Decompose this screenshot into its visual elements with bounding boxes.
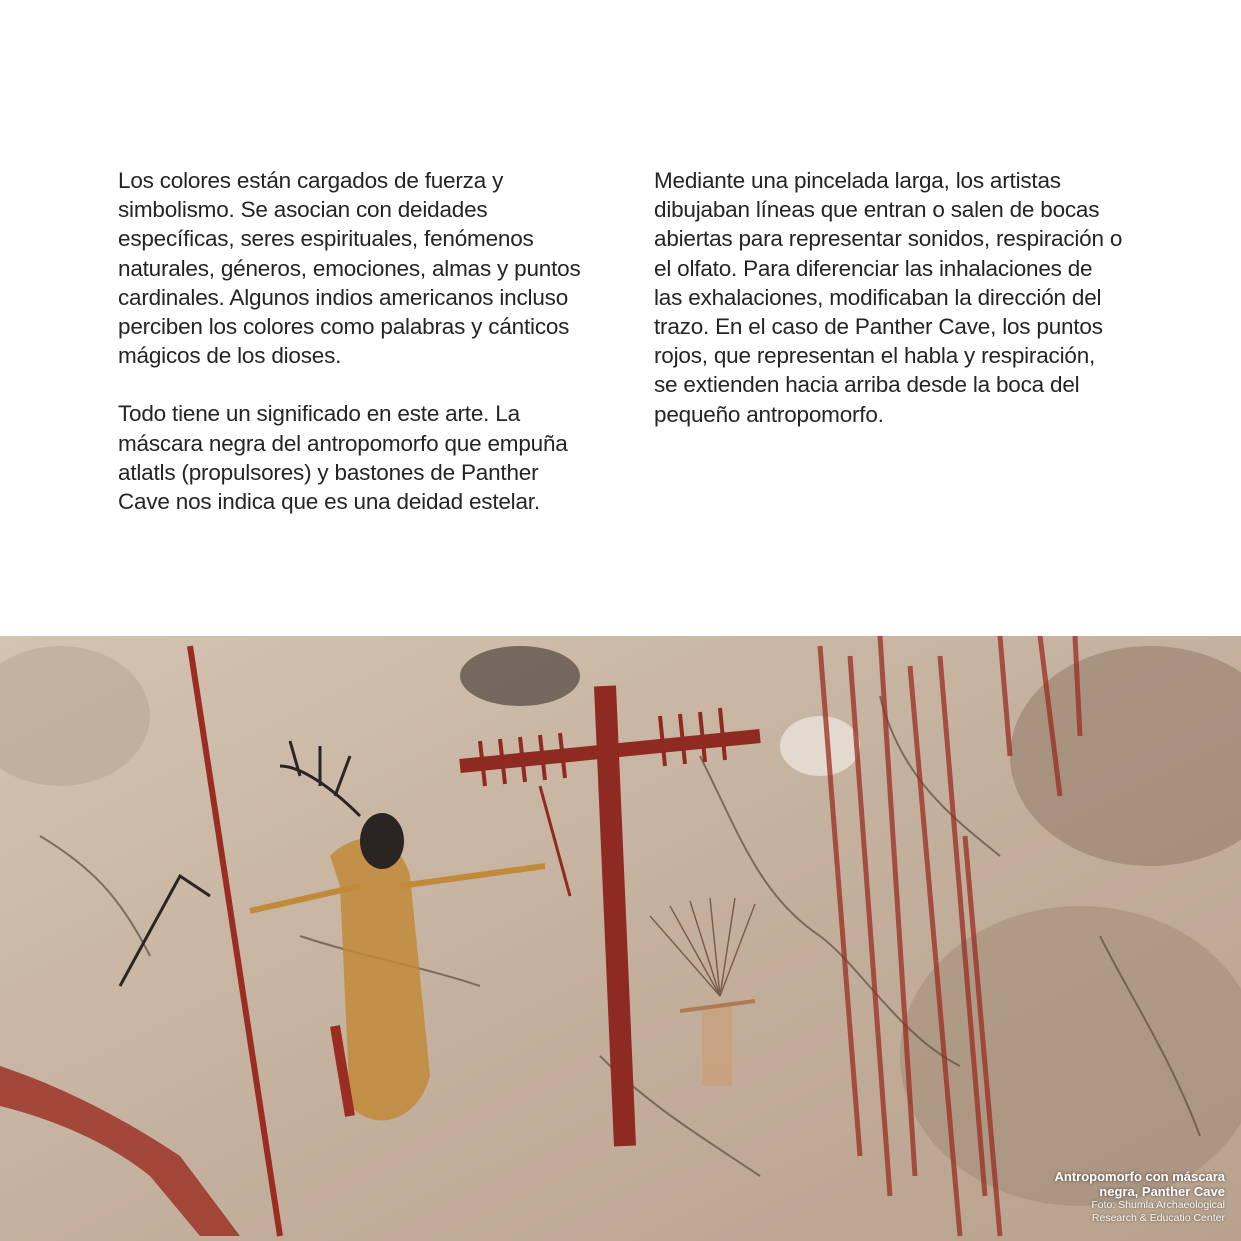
- rock-art-photo: [0, 636, 1241, 1241]
- paragraph-meaning: Todo tiene un significado en este arte. La máscara negra del antropomorfo que empuña atlatls (propulsores) y bastones de Panther Cave nos indica que es una deidad estelar.: [118, 401, 568, 515]
- paragraph-colors: Los colores están cargados de fuerza y simbolismo. Se asocian con deidades específicas, seres espirituales, fenómenos naturales, géneros, emociones, almas y puntos cardinales. Algunos indios americanos incluso perciben los colores como palabras y cánticos mágicos de los dioses.: [118, 168, 581, 369]
- photo-caption: [1055, 1169, 1225, 1225]
- caption-credit-line2: Research & Educatio Center: [1091, 1212, 1225, 1224]
- caption-title-line1: Antropomorfo con máscara: [1054, 1169, 1225, 1184]
- left-column: [118, 166, 588, 545]
- right-column: [654, 166, 1124, 458]
- caption-credit-line1: Foto: Shumla Archaeological: [1091, 1199, 1225, 1211]
- caption-title-line2: negra, Panther Cave: [1099, 1184, 1225, 1199]
- paragraph-brushstroke: Mediante una pincelada larga, los artistas dibujaban líneas que entran o salen de bocas abiertas para representar sonidos, respiración o el olfato. Para diferenciar las inhalaciones de las exhalaciones, modificaban la dirección del trazo. En el caso de Panther Cave, los puntos rojos, que representan el habla y respiración, se extienden hacia arriba desde la boca del pequeño antropomorfo.: [654, 168, 1123, 427]
- rock-art-illustration: [0, 636, 1241, 1241]
